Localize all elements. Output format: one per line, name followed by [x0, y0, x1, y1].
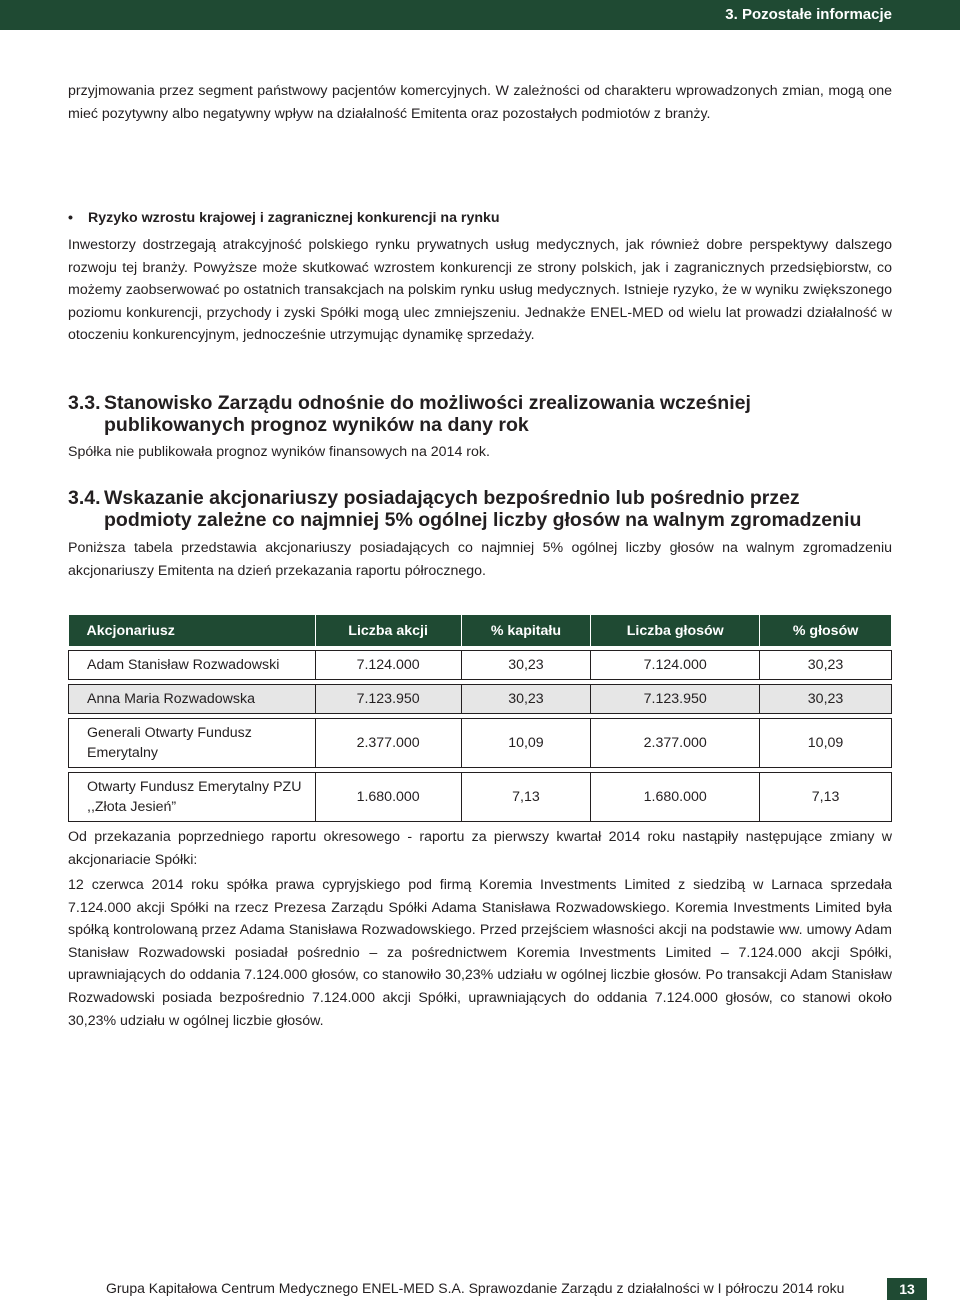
table-cell: 30,23	[760, 685, 892, 714]
risk-heading	[68, 207, 892, 229]
column-header: Liczba głosów	[591, 615, 760, 646]
section-3-3-heading	[68, 392, 892, 436]
table-cell: 30,23	[461, 651, 591, 680]
table-cell: 1.680.000	[315, 773, 461, 822]
risk-paragraph: Inwestorzy dostrzegają atrakcyjność polskiego rynku prywatnych usług medycznych, jak również dobre perspektywy dalszego rozwoju tej branży. Powyższe może skutkować wzrostem konkurencji ze strony polskich, jak i zagranicznych przedsiębiorstw, co możemy zaobserwować po ostatnich transakcjach na polskim rynku usług medycznych. Istnieje ryzyko, że w wyniku zwiększonego poziomu konkurencji, przychody i zyski Spółki mogą ulec zmniejszeniu. Jednakże ENEL-MED od wielu lat prowadzi działalność w otoczeniu konkurencyjnym, jednocześnie utrzymując dynamikę sprzedaży.	[68, 237, 892, 344]
table-cell: 1.680.000	[591, 773, 760, 822]
section-3-4-paragraph: Poniższa tabela przedstawia akcjonariuszy posiadających co najmniej 5% ogólnej liczby głosów na walnym zgromadzeniu akcjonariuszy Emitenta na dzień przekazania raportu półrocznego.	[68, 540, 892, 579]
risk-title: Ryzyko wzrostu krajowej i zagranicznej konkurencji na rynku	[88, 210, 500, 226]
table-cell: 2.377.000	[315, 719, 461, 768]
column-header: Liczba akcji	[315, 615, 461, 646]
shareholders-table	[68, 615, 892, 822]
intro-paragraph: przyjmowania przez segment państwowy pacjentów komercyjnych. W zależności od charakteru wprowadzonych zmian, mogą one mieć pozytywny albo negatywny wpływ na działalność Emitenta oraz pozostałych podmiotów z branży.	[68, 83, 892, 122]
table-cell: 30,23	[760, 651, 892, 680]
table-cell: 2.377.000	[591, 719, 760, 768]
section-title: Wskazanie akcjonariuszy posiadających bezpośrednio lub pośrednio przez podmioty zależne co najmniej 5% ogólnej liczby głosów na walnym zgromadzeniu	[104, 487, 862, 531]
table-header-row	[69, 615, 892, 646]
changes-intro-paragraph: Od przekazania poprzedniego raportu okresowego - raportu za pierwszy kwartał 2014 roku nastąpiły następujące zmiany w akcjonariacie Spółki:	[68, 829, 892, 868]
section-header-title: 3. Pozostałe informacje	[725, 6, 892, 23]
column-header: % głosów	[760, 615, 892, 646]
page-footer	[0, 1278, 960, 1300]
changes-body-paragraph: 12 czerwca 2014 roku spółka prawa cypryjskiego pod firmą Koremia Investments Limited z siedzibą w Larnaca sprzedała 7.124.000 akcji Spółki na rzecz Prezesa Zarządu Spółki Adama Stanisława Rozwadowskiego. Koremia Investments Limited była spółką kontrolowaną przez Adama Stanisława Rozwadowskiego. Przed przejściem własności akcji na podstawie ww. umowy Adam Stanisław Rozwadowski posiadał pośrednio – za pośrednictwem Koremia Investments Limited – 7.124.000 akcji Spółki, uprawniających do oddania 7.124.000 głosów, co stanowiło 30,23% udziału w ogólnej liczbie głosów. Po transakcji Adam Stanisław Rozwadowski posiada bezpośrednio 7.124.000 akcji Spółki, uprawniających do oddania 7.124.000 głosów, co stanowi około 30,23% udziału w ogólnej liczbie głosów.	[68, 877, 892, 1029]
section-number: 3.4.	[68, 487, 101, 509]
table-cell: Anna Maria Rozwadowska	[69, 685, 316, 714]
table-cell: 7.124.000	[315, 651, 461, 680]
column-header: % kapitału	[461, 615, 591, 646]
table-cell: Generali Otwarty Fundusz Emerytalny	[69, 719, 316, 768]
table-cell: 10,09	[461, 719, 591, 768]
table-cell: 10,09	[760, 719, 892, 768]
table-row	[69, 685, 892, 714]
column-header: Akcjonariusz	[69, 615, 316, 646]
section-3-4-heading	[68, 487, 892, 531]
header-bar	[0, 0, 960, 30]
table-row	[69, 651, 892, 680]
table-row	[69, 719, 892, 768]
table-cell: 7,13	[760, 773, 892, 822]
footer-text: Grupa Kapitałowa Centrum Medycznego ENEL-MED S.A. Sprawozdanie Zarządu z działalności w I półroczu 2014 roku	[106, 1280, 845, 1296]
table-cell: Otwarty Fundusz Emerytalny PZU ,,Złota Jesień”	[69, 773, 316, 822]
table-cell: 7.123.950	[315, 685, 461, 714]
page-number: 13	[887, 1278, 927, 1300]
section-number: 3.3.	[68, 392, 101, 414]
section-3-3-paragraph: Spółka nie publikowała prognoz wyników finansowych na 2014 rok.	[68, 444, 490, 460]
table-cell: 7,13	[461, 773, 591, 822]
table-cell: 30,23	[461, 685, 591, 714]
table-cell: 7.124.000	[591, 651, 760, 680]
bullet-icon: •	[68, 210, 73, 226]
table-cell: 7.123.950	[591, 685, 760, 714]
table-cell: Adam Stanisław Rozwadowski	[69, 651, 316, 680]
section-title: Stanowisko Zarządu odnośnie do możliwości zrealizowania wcześniej publikowanych prognoz wyników na dany rok	[104, 392, 751, 436]
table-row	[69, 773, 892, 822]
